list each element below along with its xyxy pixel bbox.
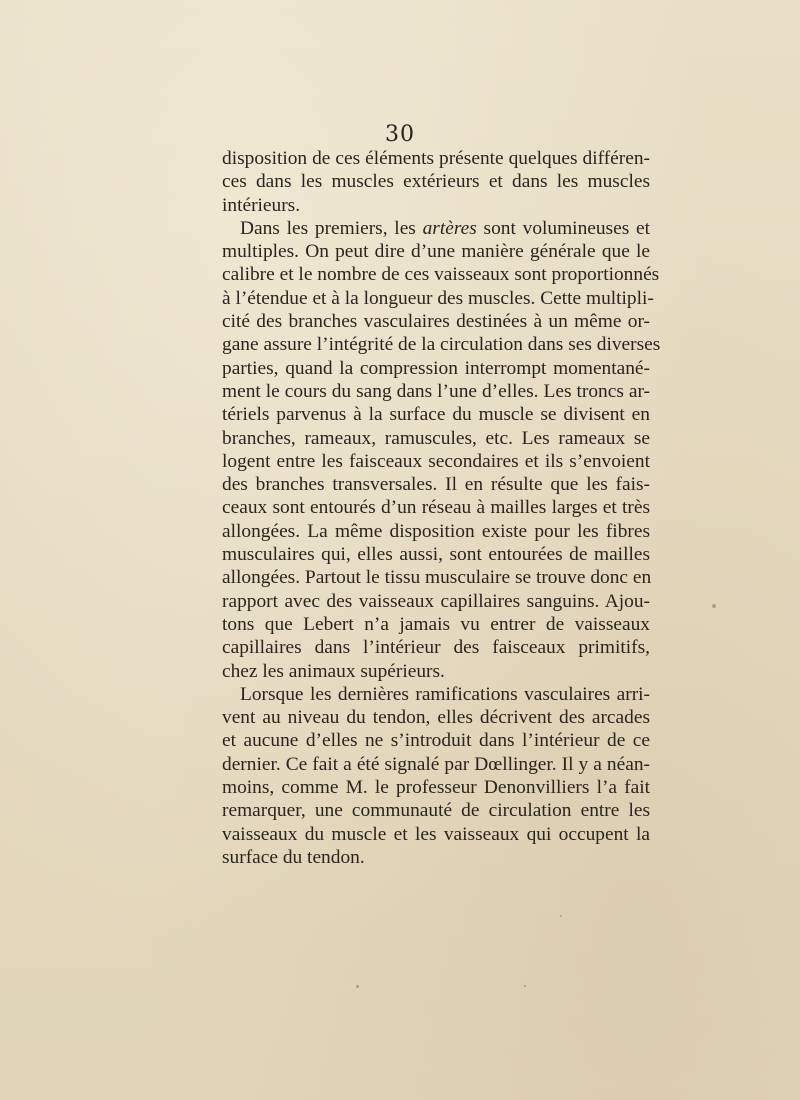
- text-line: Lorsque les dernières ramifications vasculaires arri-: [240, 683, 650, 705]
- text-line: vaisseaux du muscle et les vaisseaux qui occupent la: [222, 823, 650, 845]
- text-line: multiples. On peut dire d’une manière générale que le: [222, 241, 650, 263]
- text-line: tériels parvenus à la surface du muscle se divisent en: [222, 404, 650, 426]
- text-line: à l’étendue et à la longueur des muscles. Cette multipli-: [222, 287, 654, 309]
- text-line: gane assure l’intégrité de la circulation dans ses diverses: [222, 334, 661, 356]
- text-line: tons que Lebert n’a jamais vu entrer de vaisseaux: [222, 613, 650, 635]
- text-line: branches, rameaux, ramuscules, etc. Les rameaux se: [222, 427, 650, 449]
- page-number: 30: [385, 122, 415, 147]
- text-line: et aucune d’elles ne s’introduit dans l’intérieur de ce: [222, 730, 650, 752]
- text-line: ces dans les muscles extérieurs et dans les muscles: [222, 171, 650, 193]
- text-line: parties, quand la compression interrompt momentané-: [222, 357, 650, 379]
- text-line: rapport avec des vaisseaux capillaires sanguins. Ajou-: [222, 590, 650, 612]
- text-line: intérieurs.: [222, 194, 301, 216]
- text-line: dernier. Ce fait a été signalé par Dœllinger. Il y a néan-: [222, 753, 650, 775]
- text-line: capillaires dans l’intérieur des faisceaux primitifs,: [222, 637, 650, 659]
- text-line: ceaux sont entourés d’un réseau à mailles larges et très: [222, 497, 650, 519]
- paper-speck: [524, 985, 526, 987]
- text-line: moins, comme M. le professeur Denonvilliers l’a fait: [222, 777, 650, 799]
- text-line: allongées. Partout le tissu musculaire se trouve donc en: [222, 567, 652, 589]
- text-line: Dans les premiers, les artères sont volumineuses et: [240, 217, 650, 239]
- text-line: ment le cours du sang dans l’une d’elles. Les troncs ar-: [222, 380, 650, 402]
- text-line: disposition de ces éléments présente quelques différen-: [222, 148, 650, 169]
- text-line: vent au niveau du tendon, elles décrivent des arcades: [222, 707, 650, 729]
- text-line: remarquer, une communauté de circulation entre les: [222, 800, 650, 822]
- paper-speck: [560, 915, 562, 917]
- text-line: des branches transversales. Il en résulte que les fais-: [222, 474, 650, 496]
- text-line: surface du tendon.: [222, 846, 365, 868]
- text-line: cité des branches vasculaires destinées à un même or-: [222, 311, 650, 333]
- text-line: allongées. La même disposition existe pour les fibres: [222, 520, 650, 542]
- text-line: musculaires qui, elles aussi, sont entourées de mailles: [222, 544, 650, 566]
- paper-speck: [356, 985, 359, 988]
- text-line: chez les animaux supérieurs.: [222, 660, 445, 682]
- body-text: [222, 147, 661, 869]
- text-line: logent entre les faisceaux secondaires et ils s’envoient: [222, 450, 650, 472]
- paper-speck: [712, 604, 716, 608]
- text-line: calibre et le nombre de ces vaisseaux sont proportionnés: [222, 264, 660, 286]
